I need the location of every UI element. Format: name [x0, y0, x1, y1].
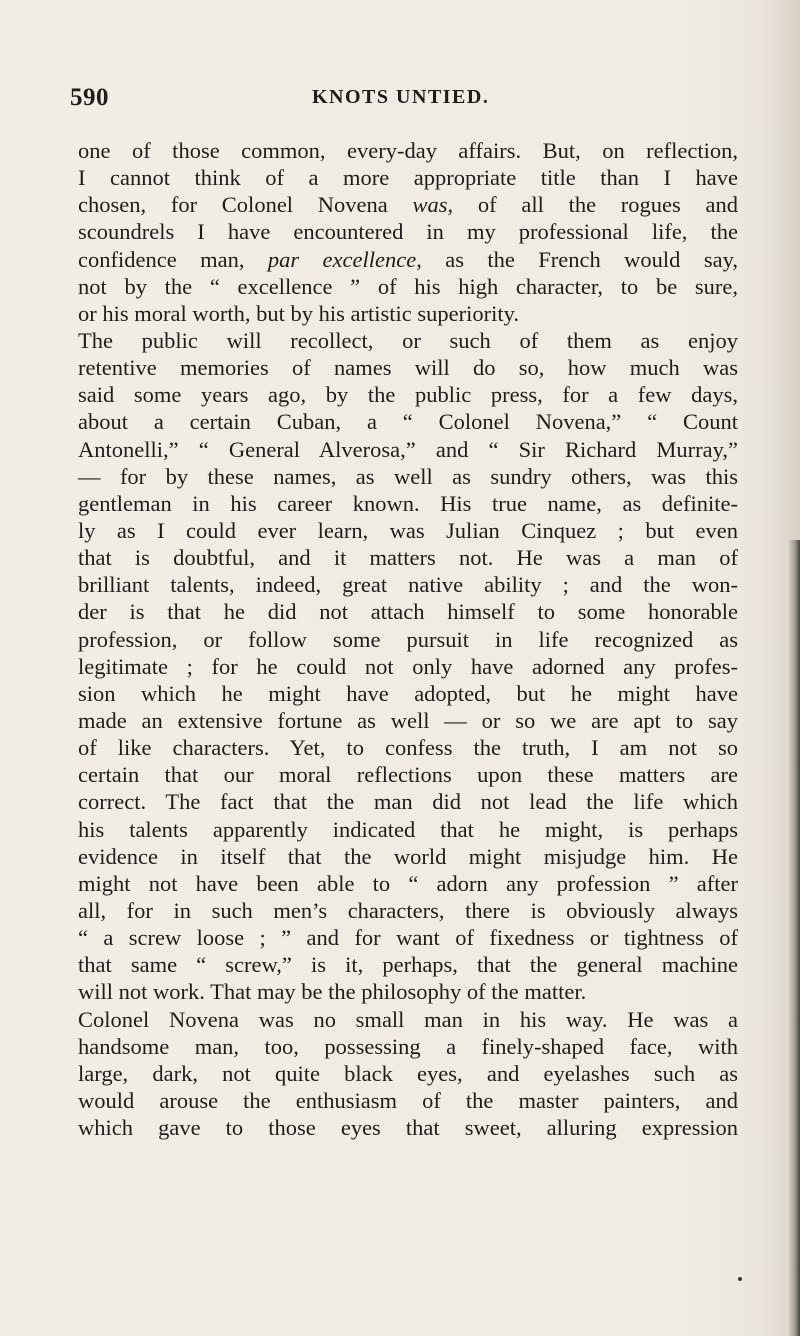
text-line: his talents apparently indicated that he might, is perhaps: [78, 816, 738, 842]
text-line: The public will recollect, or such of them as enjoy: [78, 327, 738, 353]
text-line: about a certain Cuban, a “ Colonel Novena,” “ Count: [78, 409, 738, 435]
text-line: Antonelli,” “ General Alverosa,” and “ Sir Richard Murray,”: [78, 436, 738, 462]
text-line: ly as I could ever learn, was Julian Cinquez ; but even: [78, 517, 738, 543]
text-line: one of those common, every-day affairs. But, on reflection,: [78, 138, 738, 163]
text-line: evidence in itself that the world might misjudge him. He: [78, 843, 738, 869]
text-line: might not have been able to “ adorn any profession ” after: [78, 870, 738, 896]
text-line: that same “ screw,” is it, perhaps, that the general machine: [78, 952, 738, 978]
text-line: brilliant talents, indeed, great native ability ; and the won-: [78, 572, 738, 598]
text-line: retentive memories of names will do so, how much was: [78, 355, 738, 381]
text-line: not by the “ excellence ” of his high character, to be sure,: [78, 273, 738, 299]
text-line: made an extensive fortune as well — or so we are apt to say: [78, 707, 738, 733]
text-line: scoundrels I have encountered in my professional life, the: [78, 219, 738, 245]
text-line: would arouse the enthusiasm of the master painters, and: [78, 1087, 738, 1113]
text-line: all, for in such men’s characters, there is obviously always: [78, 897, 738, 923]
text-line: legitimate ; for he could not only have adorned any profes-: [78, 653, 738, 679]
text-line: profession, or follow some pursuit in life recognized as: [78, 626, 738, 652]
text-line: sion which he might have adopted, but he might have: [78, 680, 738, 706]
text-line: will not work. That may be the philosophy of the matter.: [78, 979, 587, 1005]
body-text: [78, 137, 738, 1141]
text-line: correct. The fact that the man did not lead the life which: [78, 789, 738, 815]
text-line: handsome man, too, possessing a finely-shaped face, with: [78, 1033, 738, 1059]
text-line: gentleman in his career known. His true name, as definite-: [78, 490, 738, 516]
text-line: or his moral worth, but by his artistic superiority.: [78, 300, 519, 326]
text-line: I cannot think of a more appropriate title than I have: [78, 165, 738, 191]
text-line: of like characters. Yet, to confess the truth, I am not so: [78, 735, 738, 761]
text-line: chosen, for Colonel Novena was, of all the rogues and: [78, 192, 738, 218]
text-line: which gave to those eyes that sweet, alluring expression: [78, 1115, 738, 1141]
text-line: Colonel Novena was no small man in his way. He was a: [78, 1006, 738, 1032]
text-line: said some years ago, by the public press, for a few days,: [78, 382, 738, 408]
text-line: certain that our moral reflections upon these matters are: [78, 762, 738, 788]
text-line: confidence man, par excellence, as the French would say,: [78, 246, 738, 272]
running-header-title: KNOTS UNTIED.: [312, 86, 490, 108]
page-edge-shadow: [788, 540, 800, 1336]
running-head: [0, 84, 800, 114]
text-line: — for by these names, as well as sundry others, was this: [78, 463, 738, 489]
page-number: 590: [70, 84, 109, 111]
text-line: “ a screw loose ; ” and for want of fixedness or tightness of: [78, 925, 738, 951]
text-line: that is doubtful, and it matters not. He was a man of: [78, 545, 738, 571]
ink-speck: [738, 1277, 742, 1281]
text-line: der is that he did not attach himself to some honorable: [78, 599, 738, 625]
text-line: large, dark, not quite black eyes, and eyelashes such as: [78, 1060, 738, 1086]
